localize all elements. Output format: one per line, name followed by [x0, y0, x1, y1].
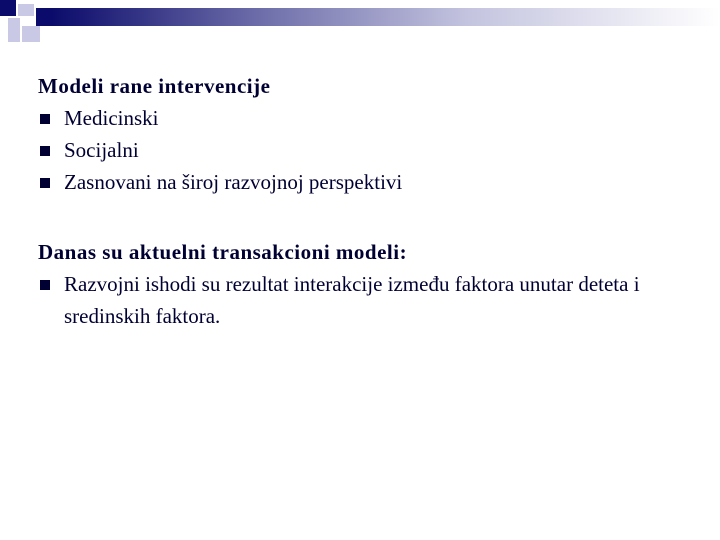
- list-item-text: Socijalni: [64, 138, 139, 162]
- square-bullet-icon: [40, 114, 50, 124]
- list-item-text: Medicinski: [64, 106, 159, 130]
- section-heading: Danas su aktuelni transakcioni modeli:: [38, 240, 408, 264]
- header-square-navy: [0, 0, 16, 16]
- list-item-text: Razvojni ishodi su rezultat interakcije između faktora unutar deteta i sredinskih faktora.: [64, 272, 640, 328]
- list-item: [38, 166, 678, 198]
- list-item: [38, 134, 678, 166]
- square-bullet-icon: [40, 280, 50, 290]
- bullet-list: [38, 268, 678, 332]
- section-spacer: [38, 198, 678, 237]
- header-gradient-bar: [52, 8, 720, 26]
- slide-content: [38, 71, 678, 332]
- header-square-lavender: [8, 18, 20, 42]
- list-item: [38, 102, 678, 134]
- square-bullet-icon: [40, 178, 50, 188]
- list-item: [38, 268, 678, 332]
- square-bullet-icon: [40, 146, 50, 156]
- header-square-lavender: [18, 4, 34, 16]
- header-square-lavender: [22, 26, 40, 42]
- bullet-list: [38, 102, 678, 198]
- list-item-text: Zasnovani na široj razvojnoj perspektivi: [64, 170, 403, 194]
- header-square-navy: [36, 8, 52, 26]
- header-decoration-squares: [0, 0, 60, 60]
- section-heading: Modeli rane intervencije: [38, 74, 271, 98]
